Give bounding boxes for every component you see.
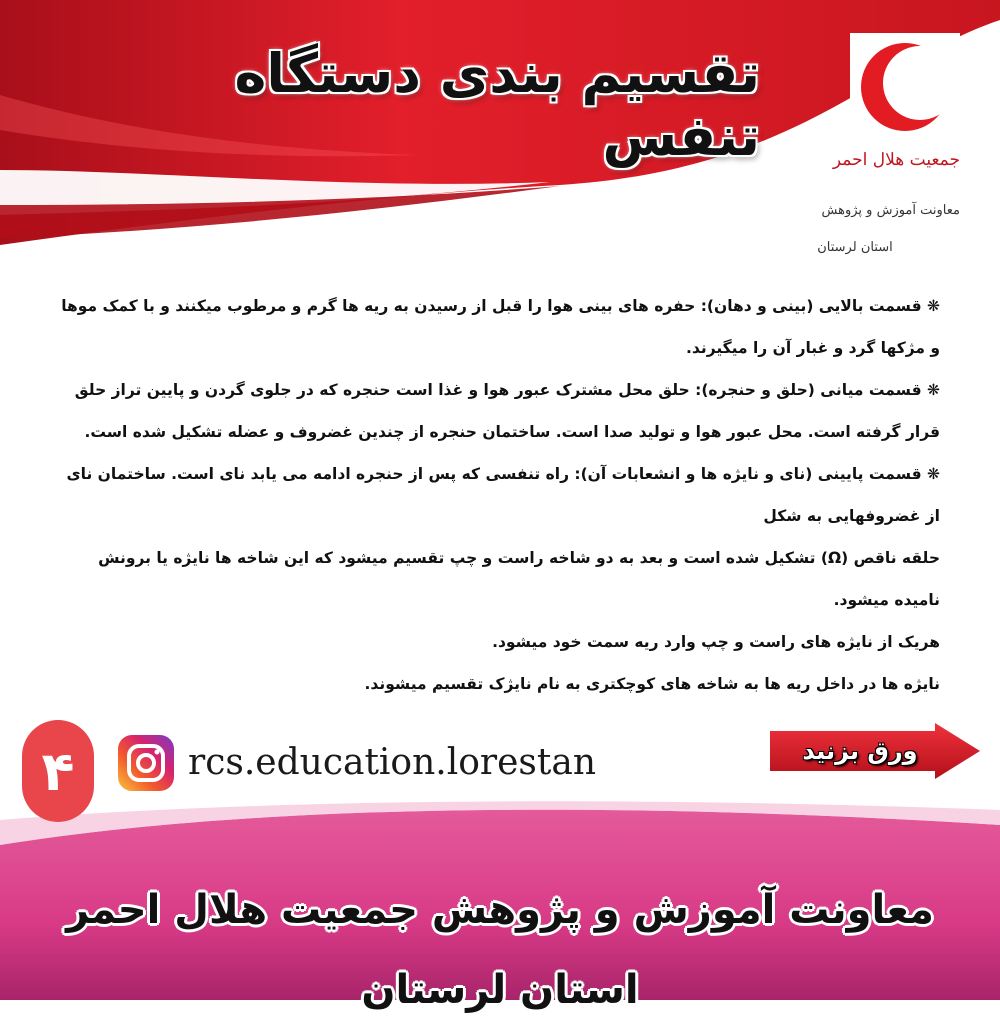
paragraph-lungs: هریک از نایژه های راست و چپ وارد ریه سمت خود میشود. <box>492 633 940 651</box>
paragraph-upper-section: ❋ قسمت بالایی (بینی و دهان): حفره های بینی هوا را قبل از رسیدن به ریه ها گرم و مرطوب میکنند و با کمک موها و مژکها گرد و غبار آن را میگیرند. <box>61 297 940 357</box>
logo-organization-name: جمعیت هلال احمر <box>832 150 960 170</box>
instagram-icon[interactable] <box>118 735 174 791</box>
logo-province: استان لرستان <box>817 240 893 255</box>
paragraph-bronchi: حلقه ناقص (Ω) تشکیل شده است و بعد به دو شاخه راست و چپ تقسیم میشود که این شاخه ها نایژه یا برونش نامیده میشود. <box>98 549 940 609</box>
page-number-badge: ۴ <box>22 720 94 822</box>
logo-department: معاونت آموزش و پژوهش <box>821 203 960 218</box>
content-body <box>60 285 940 705</box>
page-title: تقسیم بندی دستگاه تنفس <box>234 42 760 168</box>
instagram-handle[interactable]: rcs.education.lorestan <box>188 742 597 783</box>
paragraph-lower-section: ❋ قسمت پایینی (نای و نایژه ها و انشعابات آن): راه تنفسی که پس از حنجره ادامه می یابد نای است. ساختمان نای از غضروفهایی به شکل <box>66 465 940 525</box>
swipe-label[interactable]: ورق بزنید <box>802 737 918 765</box>
paragraph-bronchioles: نایژه ها در داخل ریه ها به شاخه های کوچکتری به نام نایژک تقسیم میشوند. <box>364 675 940 693</box>
footer-title: معاونت آموزش و پژوهش جمعیت هلال احمر استان لرستان <box>66 887 934 1013</box>
paragraph-middle-section: ❋ قسمت میانی (حلق و حنجره): حلق محل مشترک عبور هوا و غذا است حنجره که در جلوی گردن و پایین تراز حلق قرار گرفته است. محل عبور هوا و تولید صدا است. ساختمان حنجره از چندین غضروف و عضله تشکیل شده است. <box>74 381 940 441</box>
red-crescent-icon <box>850 33 960 141</box>
